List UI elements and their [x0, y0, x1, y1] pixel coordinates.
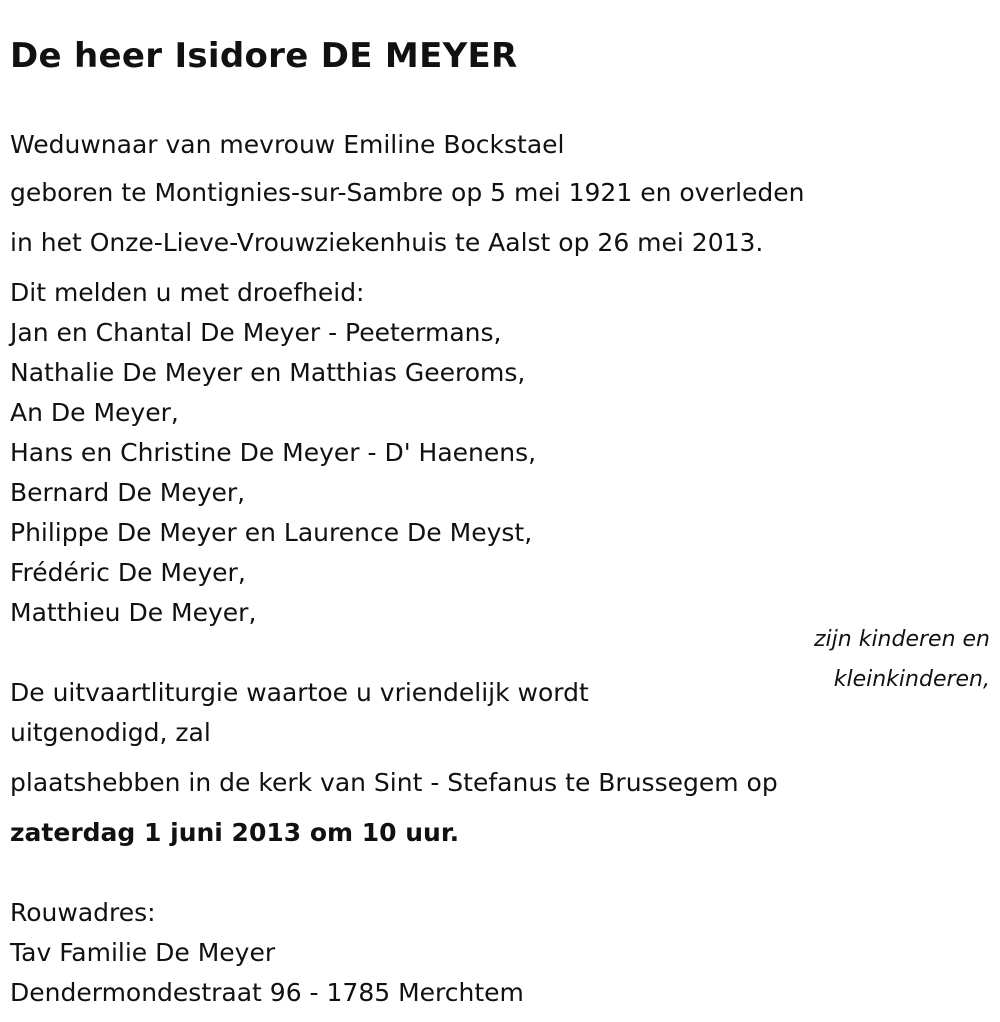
relation-line-2: kleinkinderen,: [833, 667, 990, 692]
family-member: Philippe De Meyer en Laurence De Meyst,: [10, 518, 533, 547]
page-title: De heer Isidore DE MEYER: [10, 36, 518, 76]
birth-line: geboren te Montignies-sur-Sambre op 5 mei 1921 en overleden: [10, 178, 805, 207]
funeral-datetime: zaterdag 1 juni 2013 om 10 uur.: [10, 818, 460, 847]
family-member: Nathalie De Meyer en Matthias Geeroms,: [10, 358, 526, 387]
funeral-line-2: uitgenodigd, zal: [10, 718, 211, 747]
family-member: Hans en Christine De Meyer - D' Haenens,: [10, 438, 537, 467]
address-street: Dendermondestraat 96 - 1785 Merchtem: [10, 978, 524, 1007]
family-member: An De Meyer,: [10, 398, 179, 427]
address-label: Rouwadres:: [10, 898, 156, 927]
relation-line-1: zijn kinderen en: [814, 627, 990, 652]
announcement-line: Dit melden u met droefheid:: [10, 278, 365, 307]
family-member: Frédéric De Meyer,: [10, 558, 246, 587]
family-member: Matthieu De Meyer,: [10, 598, 257, 627]
funeral-line-3: plaatshebben in de kerk van Sint - Stefanus te Brussegem op: [10, 768, 778, 797]
funeral-line-1: De uitvaartliturgie waartoe u vriendelijk wordt: [10, 678, 589, 707]
address-name: Tav Familie De Meyer: [10, 938, 276, 967]
death-line: in het Onze-Lieve-Vrouwziekenhuis te Aalst op 26 mei 2013.: [10, 228, 764, 257]
widow-line: Weduwnaar van mevrouw Emiline Bockstael: [10, 130, 565, 159]
family-member: Jan en Chantal De Meyer - Peetermans,: [10, 318, 502, 347]
relation-note: [814, 620, 990, 700]
family-member: Bernard De Meyer,: [10, 478, 246, 507]
